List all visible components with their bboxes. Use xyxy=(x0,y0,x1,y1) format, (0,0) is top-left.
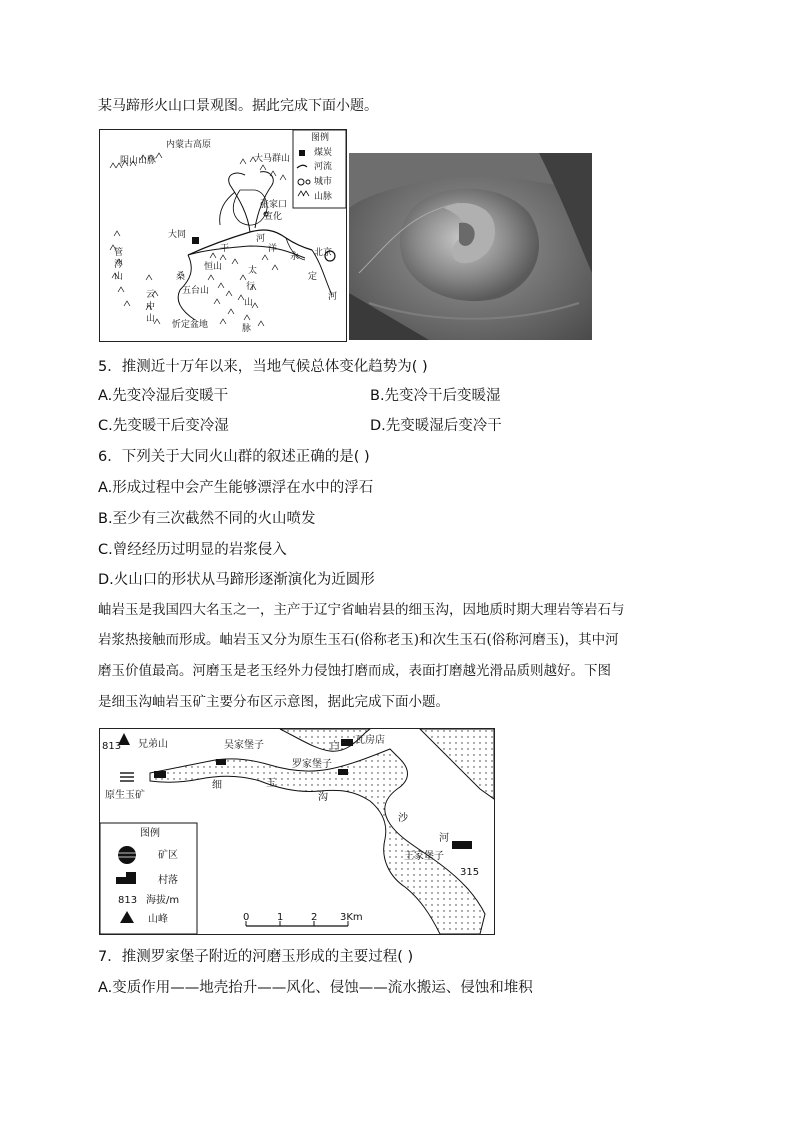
label-hengshan: 恒山 xyxy=(204,262,223,272)
intro2-line-4: 是细玉沟岫岩玉矿主要分布区示意图，据此完成下面小题。 xyxy=(98,694,449,710)
q6-option-c[interactable]: C.曾经经历过明显的岩浆侵入 xyxy=(98,542,287,558)
xiyugou-jade-map xyxy=(99,728,495,935)
label-yu: 玉 xyxy=(266,778,276,789)
scale-3km: 3Km xyxy=(340,912,363,923)
legend2-elev-num: 813 xyxy=(118,895,138,906)
label-wangjia: 王家堡子 xyxy=(404,851,444,862)
label-yang: 洋 xyxy=(268,244,278,254)
label-he2: 河 xyxy=(328,292,338,302)
label-gou: 沟 xyxy=(318,792,328,803)
legend-mine-icon xyxy=(118,846,136,864)
label-beijing: 北京 xyxy=(314,248,333,258)
label-xi: 细 xyxy=(212,780,222,791)
label-tai: 太 xyxy=(248,266,258,276)
label-yuanshengyukuang: 原生玉矿 xyxy=(105,790,145,801)
label-hang: 行 xyxy=(246,282,256,292)
label-sha: 沙 xyxy=(398,813,408,824)
label-zhangjiakou: 张家口 xyxy=(260,200,288,210)
label-guan: 管 xyxy=(114,248,124,258)
label-shan2: 山 xyxy=(244,298,254,308)
q7-stem: 7．推测罗家堡子附近的河磨玉形成的主要过程( ) xyxy=(98,949,414,965)
label-damaqun: 大马群山 xyxy=(254,154,291,164)
intro2-line-3: 磨玉价值最高。河磨玉是老玉经外力侵蚀打磨而成，表面打磨越光滑品质则越好。下图 xyxy=(98,663,611,679)
crater-aerial-photo xyxy=(349,153,592,340)
label-he: 河 xyxy=(439,833,449,844)
q5-option-c[interactable]: C.先变暖干后变冷湿 xyxy=(98,418,229,434)
q5-option-b[interactable]: B.先变冷干后变暖湿 xyxy=(370,388,501,404)
q5-option-a[interactable]: A.先变冷湿后变暖干 xyxy=(98,388,229,404)
label-elev-813: 813 xyxy=(102,741,122,752)
label-luojia: 罗家堡子 xyxy=(292,759,332,770)
q7-option-a[interactable]: A.变质作用——地壳抬升——风化、侵蚀——流水搬运、侵蚀和堆积 xyxy=(98,980,533,996)
label-yinshan: 阴山山脉 xyxy=(120,156,157,166)
label-wafangdian: 瓦房店 xyxy=(355,735,385,746)
label-wutaishan: 五台山 xyxy=(182,286,210,296)
label-shan1: 山 xyxy=(114,272,124,282)
intro-text-1: 某马蹄形火山口景观图。据此完成下面小题。 xyxy=(98,98,378,114)
scale-2: 2 xyxy=(311,912,318,923)
label-xinding: 忻定盆地 xyxy=(172,320,209,330)
legend2-elev-text: 海拔/m xyxy=(146,895,180,906)
label-yong: 永 xyxy=(290,252,300,262)
legend-title: 图例 xyxy=(311,133,330,143)
label-elev-315: 315 xyxy=(460,867,480,878)
label-datong: 大同 xyxy=(168,230,187,240)
intro2-line-1: 岫岩玉是我国四大名玉之一，主产于辽宁省岫岩县的细玉沟，因地质时期大理岩等岩石与 xyxy=(98,602,625,618)
label-plateau: 内蒙古高原 xyxy=(166,140,212,150)
scale-1: 1 xyxy=(277,912,284,923)
label-zhong: 中 xyxy=(146,302,156,312)
label-cen: 涔 xyxy=(114,260,124,270)
legend-city: 城市 xyxy=(314,177,333,187)
legend2-mine: 矿区 xyxy=(158,850,178,861)
datong-coal-marker xyxy=(192,237,199,244)
label-xiongdishan: 兄弟山 xyxy=(138,739,168,750)
label-xuanhua: 宣化 xyxy=(264,212,283,222)
label-shan3: 山 xyxy=(146,314,156,324)
mine-marker xyxy=(120,773,134,781)
legend2-peak: 山峰 xyxy=(148,914,168,925)
scale-0: 0 xyxy=(243,912,250,923)
label-yun: 云 xyxy=(146,290,156,300)
label-mai: 脉 xyxy=(242,324,252,334)
label-wujia: 吴家堡子 xyxy=(224,740,264,751)
q5-stem: 5．推测近十万年以来，当地气候总体变化趋势为( ) xyxy=(98,359,428,375)
coal-legend-icon xyxy=(299,150,305,156)
legend-mountain: 山脉 xyxy=(314,192,333,202)
legend2-title: 图例 xyxy=(140,828,160,839)
legend-coal: 煤炭 xyxy=(314,148,333,158)
label-bai: 白 xyxy=(330,741,340,752)
legend-river: 河流 xyxy=(314,162,333,172)
q6-option-d[interactable]: D.火山口的形状从马蹄形逐渐演化为近圆形 xyxy=(98,572,375,588)
label-he1: 河 xyxy=(256,234,266,244)
intro2-line-2: 岩浆热接触而形成。岫岩玉又分为原生玉石(俗称老玉)和次生玉石(俗称河磨玉)，其中河 xyxy=(98,632,619,648)
legend2-village: 村落 xyxy=(158,875,178,886)
q6-option-a[interactable]: A.形成过程中会产生能够漂浮在水中的浮石 xyxy=(98,480,374,496)
datong-region-map xyxy=(99,129,347,342)
label-ding: 定 xyxy=(308,272,318,282)
q6-option-b[interactable]: B.至少有三次截然不同的火山喷发 xyxy=(98,511,316,527)
label-sang: 桑 xyxy=(176,272,186,282)
q5-option-d[interactable]: D.先变暖湿后变冷干 xyxy=(370,418,502,434)
label-gan: 干 xyxy=(220,244,230,254)
q6-stem: 6．下列关于大同火山群的叙述正确的是( ) xyxy=(98,449,370,465)
